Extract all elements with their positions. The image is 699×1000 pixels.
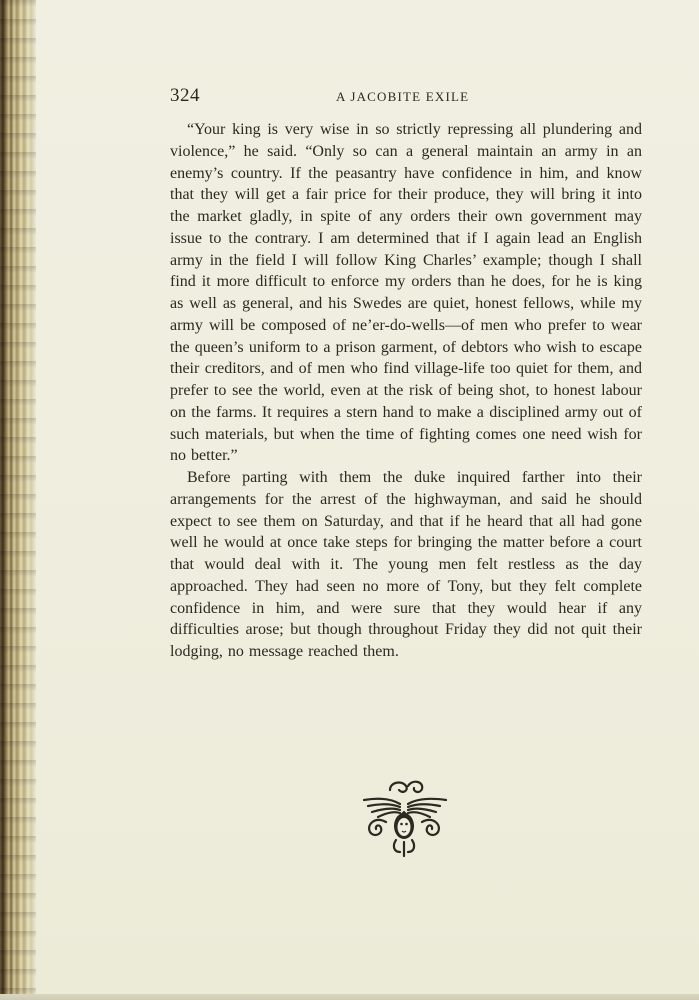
spine-texture	[0, 0, 36, 1000]
paragraph-2: Before parting with them the duke inquired farther into their arrangements for the arrest of the highwayman, and said he should expect to see them on Saturday, and that if he heard that all had gone well he would at once take steps for bringing the matter before a court that would deal with it. The young men felt restless as the day approached. They had seen no more of Tony, but they felt complete confidence in him, and were sure that they would hear if any difficulties arose; but though throughout Friday they did not quit their lodging, no message reached them.	[170, 469, 642, 660]
winged-head-tailpiece-icon	[356, 776, 452, 858]
page-header	[170, 85, 645, 109]
paragraph-1: “Your king is very wise in so strictly repressing all plundering and violence,” he said. “Only so can a general maintain an army in an enemy’s country. If the peasantry have confidence in him, and know that they will get a fair price for their produce, they will bring it into the market gladly, in spite of any orders their own government may issue to the contrary. I am determined that if I again lead an English army in the field I will follow King Charles’ example; though I shall find it more difficult to enforce my orders than he does, for he is king as well as general, and his Swedes are quiet, honest fellows, while my army will be composed of ne’er-do-wells—of men who prefer to wear the queen’s uniform to a prison garment, of debtors who wish to escape their creditors, and of men who find village-life too quiet for them, and prefer to see the world, even at the risk of being shot, to honest labour on the farms. It requires a stern hand to make a disciplined army out of such materials, but when the time of fighting comes one need wish for no better.”	[170, 121, 642, 465]
page-bottom-edge	[0, 994, 699, 1000]
page-number: 324	[170, 85, 200, 106]
running-title: A JACOBITE EXILE	[336, 89, 470, 104]
body-text	[170, 119, 642, 663]
